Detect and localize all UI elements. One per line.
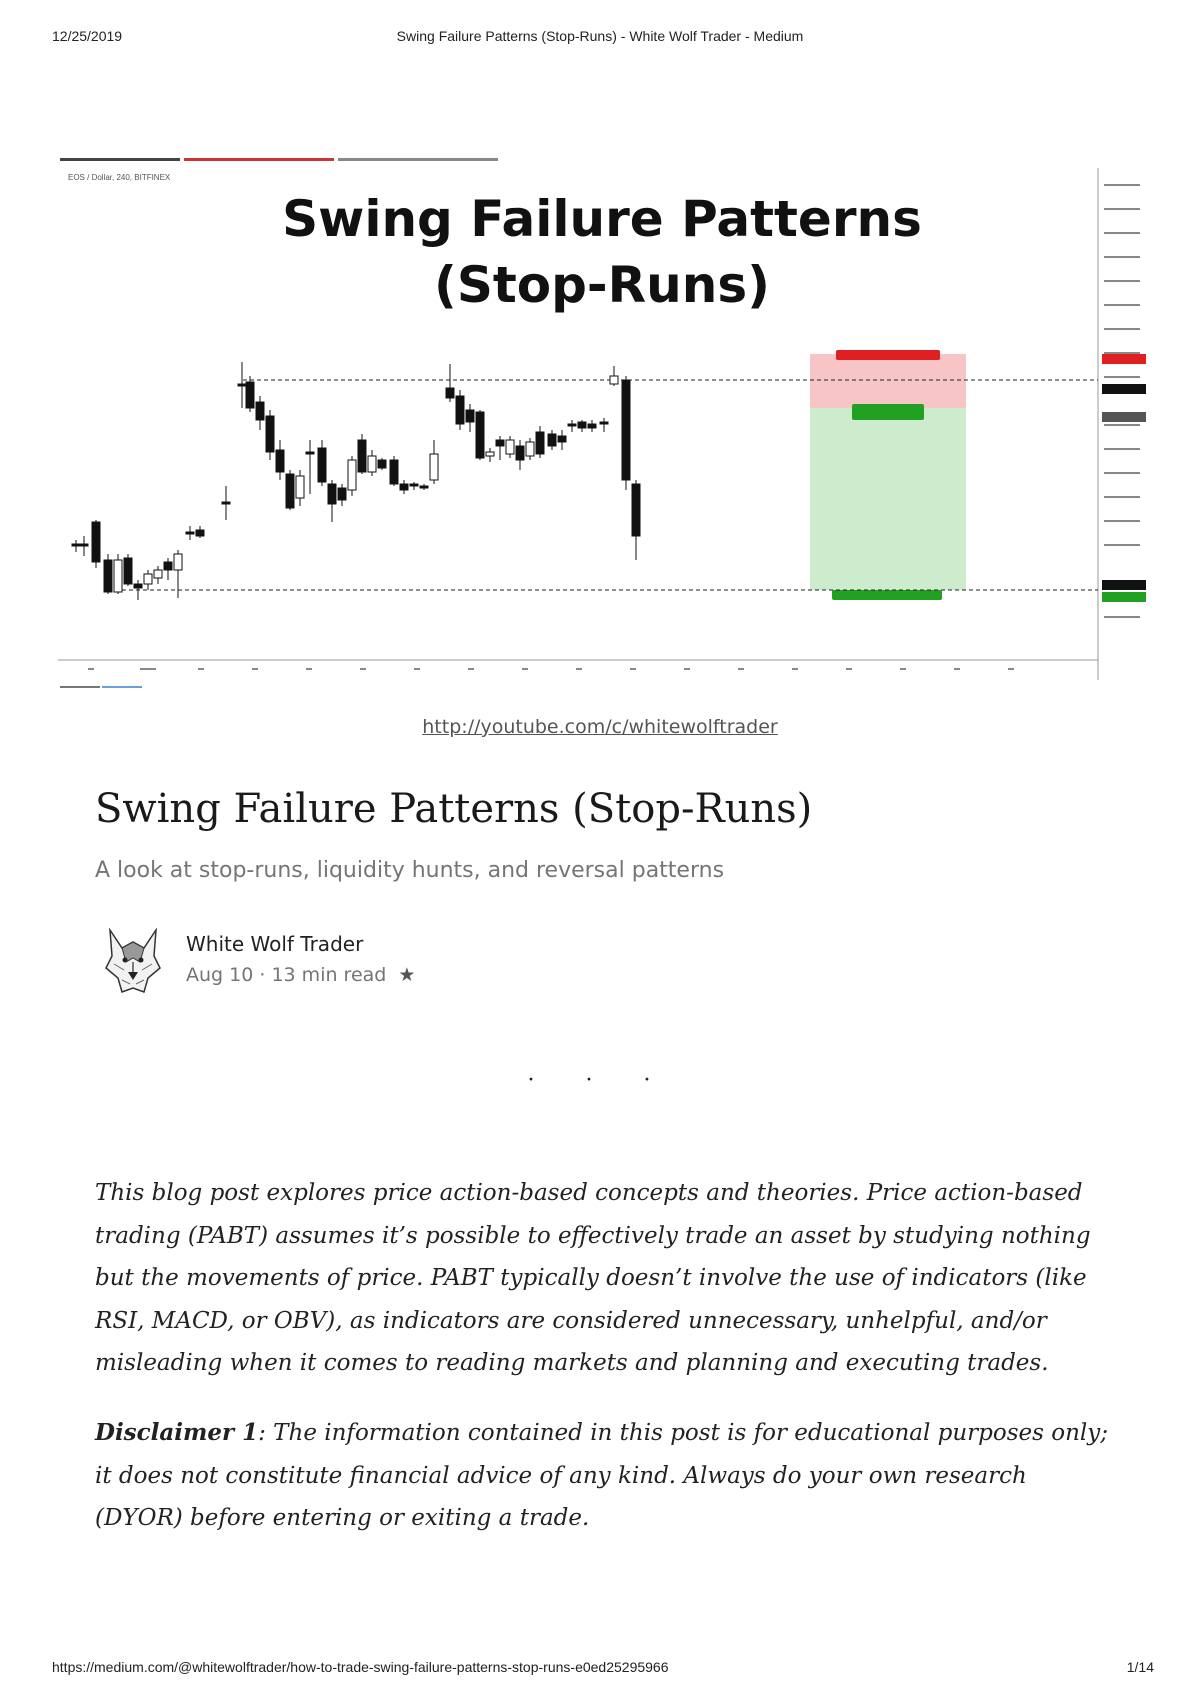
print-header [0, 28, 1200, 48]
hero-image [58, 140, 1150, 700]
print-title: Swing Failure Patterns (Stop-Runs) - White Wolf Trader - Medium [396, 28, 804, 44]
hero-title-line2: (Stop-Runs) [434, 256, 770, 314]
print-date: 12/25/2019 [52, 28, 123, 44]
target-zone-label [832, 590, 942, 600]
candlestick-chart-image [58, 140, 1150, 700]
chart-info-bar-red [184, 158, 334, 161]
hero-title-line1: Swing Failure Patterns [282, 190, 922, 248]
print-footer [0, 1659, 1200, 1679]
tradingview-credit-link [102, 686, 142, 688]
stop-price-tag [1102, 354, 1146, 364]
article-subtitle: A look at stop-runs, liquidity hunts, and reversal patterns [95, 858, 725, 883]
high-price-tag [1102, 384, 1146, 394]
author-block [104, 928, 604, 1000]
meta-separator: · [259, 964, 266, 986]
target-price-tag [1102, 592, 1146, 602]
entry-label [852, 404, 924, 420]
star-icon[interactable]: ★ [398, 964, 416, 986]
author-name[interactable]: White Wolf Trader [186, 932, 364, 956]
chart-info-bar-grey [338, 158, 498, 161]
candles [72, 362, 640, 600]
target-zone [810, 408, 966, 590]
disclaimer-text: : The information contained in this post is for educational purposes only; it does not constitute financial advice of any kind. Always do your own research (DYOR) before entering or exiting a trade. [95, 1420, 1109, 1531]
time-axis-ticks [88, 668, 1014, 670]
post-meta [186, 964, 415, 986]
wolf-avatar-icon[interactable] [104, 928, 162, 996]
chart-info-bar [60, 158, 180, 161]
disclaimer-label: Disclaimer 1 [95, 1419, 259, 1446]
youtube-link[interactable]: http://youtube.com/c/whitewolftrader [422, 716, 778, 738]
price-axis-ticks [1104, 184, 1140, 618]
page-number: 1/14 [1126, 1659, 1154, 1675]
post-date: Aug 10 [186, 964, 254, 986]
article-title: Swing Failure Patterns (Stop-Runs) [95, 786, 813, 832]
entry-price-tag [1102, 412, 1146, 422]
page-url: https://medium.com/@whitewolftrader/how-to-trade-swing-failure-patterns-stop-runs-e0ed25295966 [52, 1659, 669, 1675]
read-time: 13 min read [271, 964, 387, 986]
stop-zone-label [836, 350, 940, 360]
intro-paragraph: This blog post explores price action-based concepts and theories. Price action-based trading (PABT) assumes it’s possible to effectively trade an asset by studying nothing but the movements of price. PABT typically doesn’t involve the use of indicators (like RSI, MACD, or OBV), as indicators are considered unnecessary, unhelpful, and/or misleading when it comes to reading markets and planning and executing trades. [95, 1180, 1091, 1376]
chart-symbol-label: EOS / Dollar, 240, BITFINEX [68, 173, 171, 182]
image-caption [0, 716, 1200, 738]
stop-zone [810, 354, 966, 408]
tradingview-credit [60, 686, 100, 688]
section-separator: · · · [527, 1068, 673, 1093]
low-price-tag [1102, 580, 1146, 590]
disclaimer-paragraph [95, 1412, 1115, 1540]
